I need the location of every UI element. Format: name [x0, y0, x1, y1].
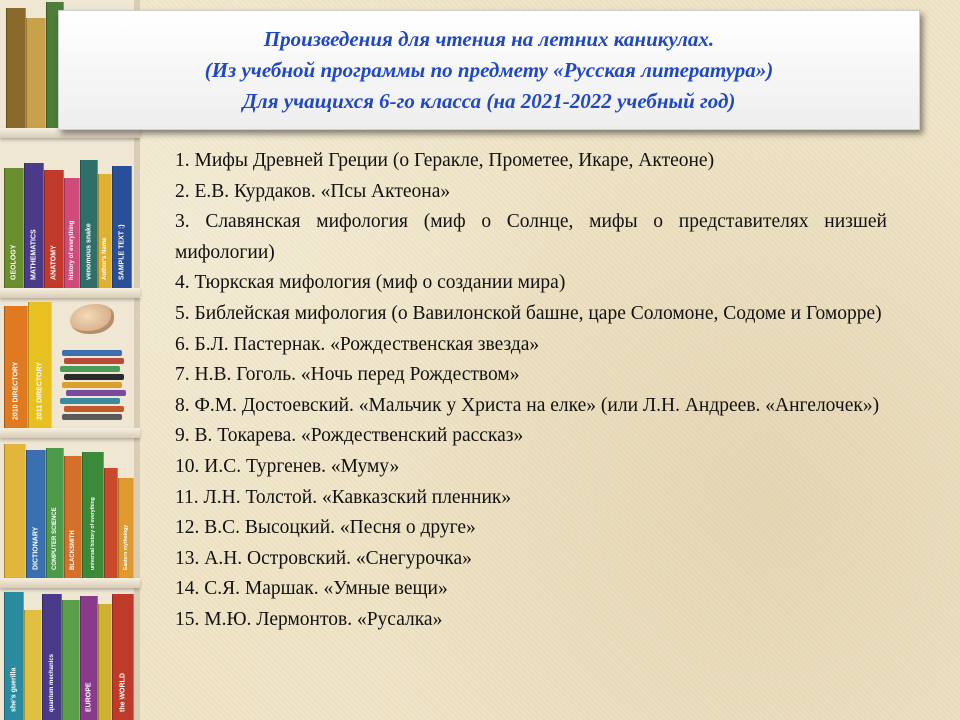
shelf-board — [0, 428, 140, 438]
spine-label: SAMPLE TEXT :) — [118, 224, 126, 280]
book — [4, 306, 28, 428]
list-item: 9. В. Токарева. «Рождественский рассказ» — [175, 425, 524, 447]
book — [64, 456, 82, 578]
spine-label: universal history of everything — [90, 497, 96, 570]
list-item: 6. Б.Л. Пастернак. «Рождественская звезда» — [175, 333, 540, 355]
list-item: 2. Е.В. Курдаков. «Псы Актеона» — [175, 180, 451, 202]
list-item: 7. Н.В. Гоголь. «Ночь перед Рождеством» — [175, 364, 520, 386]
spine-label: EUROPE — [85, 682, 93, 712]
book — [112, 594, 134, 720]
book — [4, 444, 26, 578]
reading-list — [175, 146, 887, 636]
book — [64, 406, 124, 412]
spine-label: Eastern mythology — [123, 524, 129, 570]
book — [4, 168, 24, 288]
title-box — [58, 10, 920, 130]
book — [26, 450, 46, 578]
spine-label: DICTIONARY — [32, 526, 40, 570]
book — [28, 302, 52, 428]
book — [80, 596, 98, 720]
spine-label: Author's Name — [102, 237, 108, 280]
book — [64, 358, 124, 364]
book — [44, 170, 64, 288]
list-item: 4. Тюркская мифология (миф о создании мира) — [175, 272, 566, 294]
title-line-1: Произведения для чтения на летних каникулах. — [263, 26, 715, 51]
book — [64, 178, 80, 288]
shelf-row-2 — [4, 140, 134, 288]
shelf-board — [0, 578, 140, 588]
book — [42, 594, 62, 720]
spine-label: venomous snake — [85, 223, 93, 280]
book — [6, 8, 26, 128]
list-item: 3. Славянская мифология (миф о Солнце, мифы о представителях низшей мифологии) — [175, 211, 887, 263]
list-item: 1. Мифы Древней Греции (о Геракле, Прометее, Икаре, Актеоне) — [175, 150, 715, 171]
book — [26, 18, 46, 128]
book — [112, 166, 132, 288]
spine-label: 2010 DIRECTORY — [12, 361, 20, 420]
book — [24, 163, 44, 288]
shelf-board — [0, 288, 140, 298]
shelf-row-3 — [4, 300, 134, 428]
title-line-2: (Из учебной программы по предмету «Русская литература») — [204, 57, 774, 82]
spine-label: history of everything — [69, 220, 75, 280]
list-item: 13. А.Н. Островский. «Снегурочка» — [175, 547, 472, 569]
list-item: 11. Л.Н. Толстой. «Кавказский пленник» — [175, 486, 512, 508]
book — [62, 600, 80, 720]
spine-label: 2011 DIRECTORY — [36, 362, 44, 420]
shelf-row-5 — [4, 590, 134, 720]
spine-label: she's guerilla — [10, 667, 18, 712]
book — [98, 174, 112, 288]
book — [24, 610, 42, 720]
book — [82, 452, 104, 578]
book — [46, 448, 64, 578]
spine-label: quantum mechanics — [49, 653, 55, 712]
list-item: 12. В.С. Высоцкий. «Песня о друге» — [175, 517, 476, 539]
title-line-3: Для учащихся 6-го класса (на 2021-2022 учебный год) — [242, 88, 736, 113]
list-item: 14. С.Я. Маршак. «Умные вещи» — [175, 578, 448, 600]
spine-label: COMPUTER SCIENCE — [52, 507, 58, 570]
book — [66, 390, 126, 396]
spine-label: GEOLOGY — [10, 244, 18, 280]
book — [104, 468, 118, 578]
spine-label: the WORLD — [119, 673, 127, 712]
seashell-decoration — [70, 304, 114, 334]
book — [64, 374, 124, 380]
list-item: 5. Библейская мифология (о Вавилонской башне, царе Соломоне, Содоме и Гоморре) — [175, 302, 882, 324]
book — [60, 366, 120, 372]
list-item: 15. М.Ю. Лермонтов. «Русалка» — [175, 608, 443, 630]
spine-label: ANATOMY — [50, 245, 58, 280]
book — [62, 382, 122, 388]
book — [4, 592, 24, 720]
shelf-row-4 — [4, 440, 134, 578]
book — [118, 478, 134, 578]
book — [98, 604, 112, 720]
spine-label: BLACKSMITH — [70, 530, 76, 570]
spine-label: MATHEMATICS — [30, 229, 38, 280]
list-item: 10. И.С. Тургенев. «Муму» — [175, 455, 400, 477]
book — [60, 398, 120, 404]
book — [80, 160, 98, 288]
list-item: 8. Ф.М. Достоевский. «Мальчик у Христа на елке» (или Л.Н. Андреев. «Ангелочек») — [175, 394, 880, 416]
book — [62, 350, 122, 356]
book — [62, 414, 122, 420]
